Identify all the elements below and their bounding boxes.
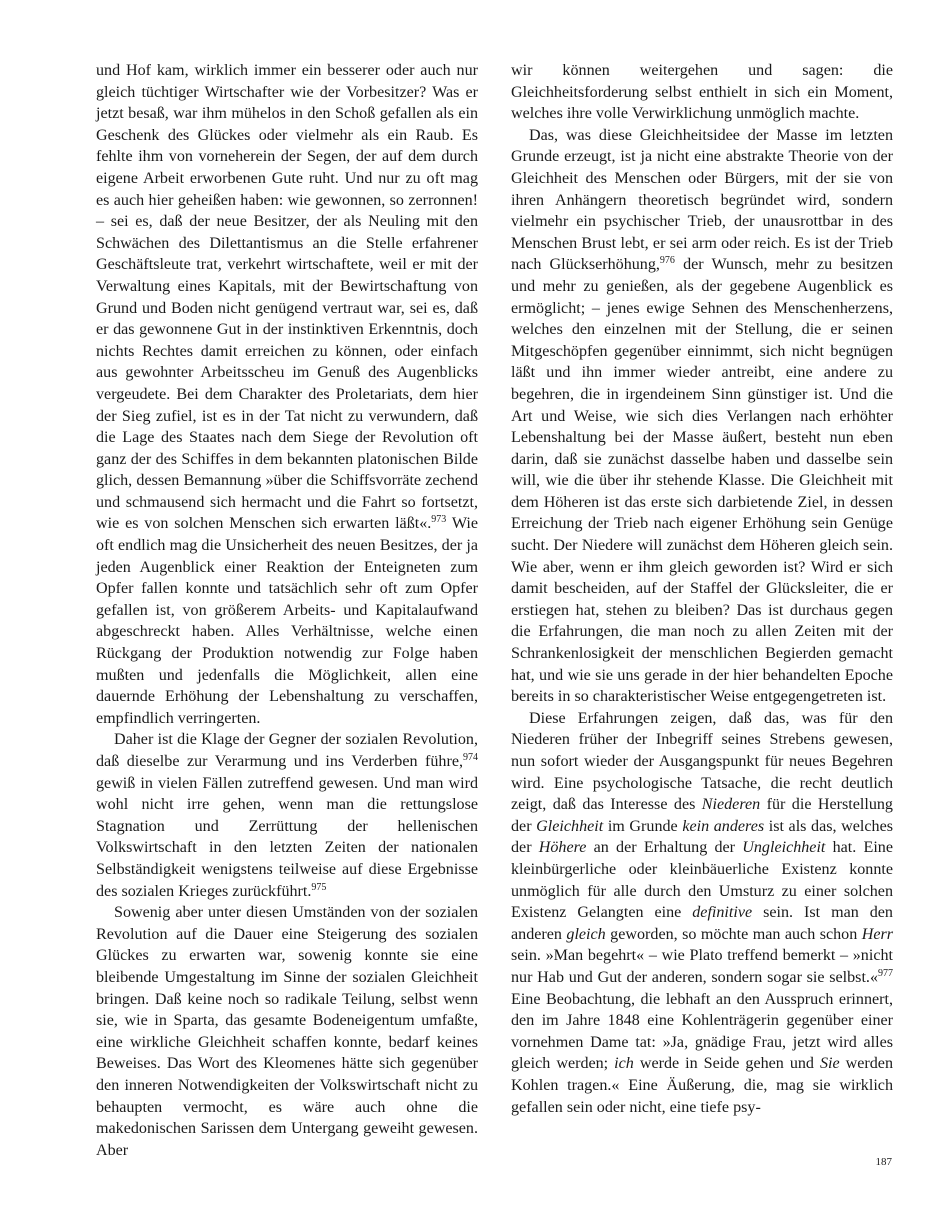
emphasis: ich: [614, 1055, 634, 1073]
footnote-ref-975: 975: [311, 881, 327, 893]
footnote-ref-974: 974: [463, 752, 478, 763]
paragraph: Sowenig aber unter diesen Umständen von der sozialen Revolution auf die Dauer eine Steigerung des sozialen Glückes zu erwarten war, sowenig konnte sie eine bleibende Umgestaltung im Sinne der sozialen Gleichheit bringen. Daß keine noch so radikale Teilung, selbst wenn sie, wie in Sparta, das gesamte Bodeneigentum umfaßte, eine wirkliche Gleichheit schaffen konnte, bedarf keines Beweises. Das Wort des Kleomenes hätte sich gegenüber den inneren Notwendigkeiten der Volkswirtschaft nicht zu behaupten vermocht, es wäre auch ohne die makedonischen Sarissen dem Untergang geweiht gewesen. Aber: [96, 904, 478, 1159]
paragraph: wir können weitergehen und sagen: die Gleichheitsforderung selbst enthielt in sich ein Moment, welches ihre volle Verwirklichung unmöglich machte.: [511, 62, 893, 123]
footnote-ref-976: 976: [659, 255, 675, 267]
paragraph: Diese Erfahrungen zeigen, daß das, was für den Niederen früher der Inbegriff seines Strebens gewesen, nun sofort wieder der Ausgangspunkt für neues Begehren wird. Eine psychologische Tatsache, die recht deutlich zeigt, daß das Interesse des Niederen für die Herstellung der Gleichheit im Grunde kein anderes ist als das, welches der Höhere an der Erhaltung der Ungleichheit hat. Eine kleinbürgerliche oder kleinbäuerliche Existenz konnte unmöglich für alle durch den Umsturz zu einer solchen Existenz Gelangten eine definitive sein. Ist man den anderen gleich geworden, so möchte man auch schon Herr sein. »Man begehrt« – wie Plato treffend bemerkt – »nicht nur Hab und Gut der anderen, sondern sogar sie selbst.«$^{977}$ Eine Beobachtung, die lebhaft an den Ausspruch erinnert, den im Jahre 1848 eine Kohlenträgerin gegenüber einer vornehmen Dame tat: »Ja, gnädige Frau, jetzt wird alles gleich werden; ich werde in Seide gehen und Sie werden Kohlen tragen.« Eine Äußerung, die, mag sie wirklich gefallen sein oder nicht, eine tiefe psy-: [511, 709, 893, 1116]
paragraph: und Hof kam, wirklich immer ein besserer oder auch nur gleich tüchtiger Wirtschafter wie der Vorbesitzer? Was er jetzt besaß, war ihm mühelos in den Schoß gefallen als ein Geschenk des Glückes oder vielmehr als ein Raub. Es fehlte ihm von vorneherein der Segen, der auf dem durch eigene Arbeit erworbenen Gute ruht. Und nur zu oft mag es auch hier geheißen haben: wie gewonnen, so zerronnen! – sei es, daß der neue Besitzer, der als Neuling mit den Schwächen des Dilettantismus an die Stelle erfahrener Geschäftsleute trat, verkehrt wirtschaftete, weil er mit der Verwaltung eines Kapitals, mit der Bewirtschaftung von Grund und Boden nicht genügend vertraut war, sei es, daß er das gewonnene Gut in der instinktiven Erkenntnis, doch nichts Rechtes damit erreichen zu können, oder einfach aus gewohnter Arbeitsscheu im Genuß des Augenblicks vergeudete. Bei dem Charakter des Proletariats, dem hier der Sieg zufiel, ist es in der Tat nicht zu verwundern, daß die Lage des Staates nach dem Siege der Revolution oft ganz der des Schiffes in dem bekannten platonischen Bilde glich, dessen Bemannung »über die Schiffsvorräte zechend und schmausend sich hermacht und die Fahrt so fortsetzt, wie es von solchen Menschen sich erwarten läßt«.$^{973}$ Wie oft endlich mag die Unsicherheit des neuen Besitzes, der ja jeden Augenblick einer Reaktion der Enteigneten zum Opfer fallen konnte und tatsächlich sehr oft zum Opfer gefallen ist, von größerem Arbeits- und Kapitalaufwand abgeschreckt haben. Alles Verhältnisse, welche einen Rückgang der Produktion notwendig zur Folge haben mußten und jedenfalls die Möglichkeit, allen eine dauernde Erhöhung der Lebenshaltung zu verschaffen, empfindlich verringerten.: [96, 62, 478, 727]
paragraph: Das, was diese Gleichheitsidee der Masse im letzten Grunde erzeugt, ist ja nicht eine abstrakte Theorie von der Gleichheit des Menschen oder Bürgers, mit der sie von ihren Anhängern theoretisch begründet wird, sondern vielmehr ein psychischer Trieb, der unausrottbar in des Menschen Brust lebt, er sei arm oder reich. Es ist der Trieb nach Glückserhöhung,$^{976}$ der Wunsch, mehr zu besitzen und mehr zu genießen, als der gegebene Augenblick es ermöglicht; – jenes ewige Sehnen des Menschenherzens, welches den einzelnen mit der Stellung, die er seinen Mitgeschöpfen gegenüber einnimmt, sich nicht begnügen läßt und ihn immer wieder antreibt, eine andere zu begehren, die in irgendeinem Sinn günstiger ist. Und die Art und Weise, wie sich dies Verlangen nach erhöhter Lebenshaltung bei der Masse äußert, besteht nun eben darin, daß sie zunächst dasselbe haben und dasselbe sein will, wie die über ihr stehende Klasse. Die Gleichheit mit dem Höheren ist das erste sich darbietende Ziel, in dessen Erreichung der Trieb nach eigener Erhöhung sein Genüge sucht. Der Niedere will zunächst dem Höheren gleich sein. Wie aber, wenn er ihm gleich geworden ist? Wird er sich damit bescheiden, auf der Staffel der Glücksleiter, die er erstiegen hat, stehen zu bleiben? Das ist durchaus gegen die Erfahrungen, die man noch zu allen Zeiten mit der Schrankenlosigkeit der menschlichen Begierden gemacht hat, und wie sie uns gerade in der hier behandelten Epoche bereits in so charakteristischer Weise entgegengetreten ist.: [511, 126, 893, 706]
emphasis: gleich: [566, 925, 606, 943]
footnote-ref-973: 973: [431, 514, 447, 526]
paragraph: Daher ist die Klage der Gegner der sozialen Revolution, daß dieselbe zur Verarmung und ins Verderben führe,$^{974}$ gewiß in vielen Fällen zutreffend gewesen. Und man wird wohl nicht irre gehen, wenn man die rettungslose Stagnation und Zerrüttung der hellenischen Volkswirtschaft in den letzten Zeiten der nationalen Selbständigkeit wenigstens teilweise auf diese Ergebnisse des sozialen Krieges zurückführt.$^{975}$: [96, 731, 478, 900]
footnote-ref-977: 977: [878, 967, 893, 979]
left-text-column: [96, 60, 478, 1161]
page-number: 187: [875, 1156, 892, 1168]
emphasis: definitive: [692, 904, 753, 922]
right-text-column: [511, 60, 893, 1118]
emphasis: Höhere: [538, 839, 587, 857]
emphasis: Ungleichheit: [742, 839, 826, 857]
emphasis: kein anderes: [682, 817, 765, 835]
emphasis: Sie: [819, 1055, 840, 1073]
emphasis: Gleichheit: [536, 817, 604, 835]
emphasis: Niederen: [701, 796, 761, 814]
emphasis: Herr: [861, 925, 893, 943]
